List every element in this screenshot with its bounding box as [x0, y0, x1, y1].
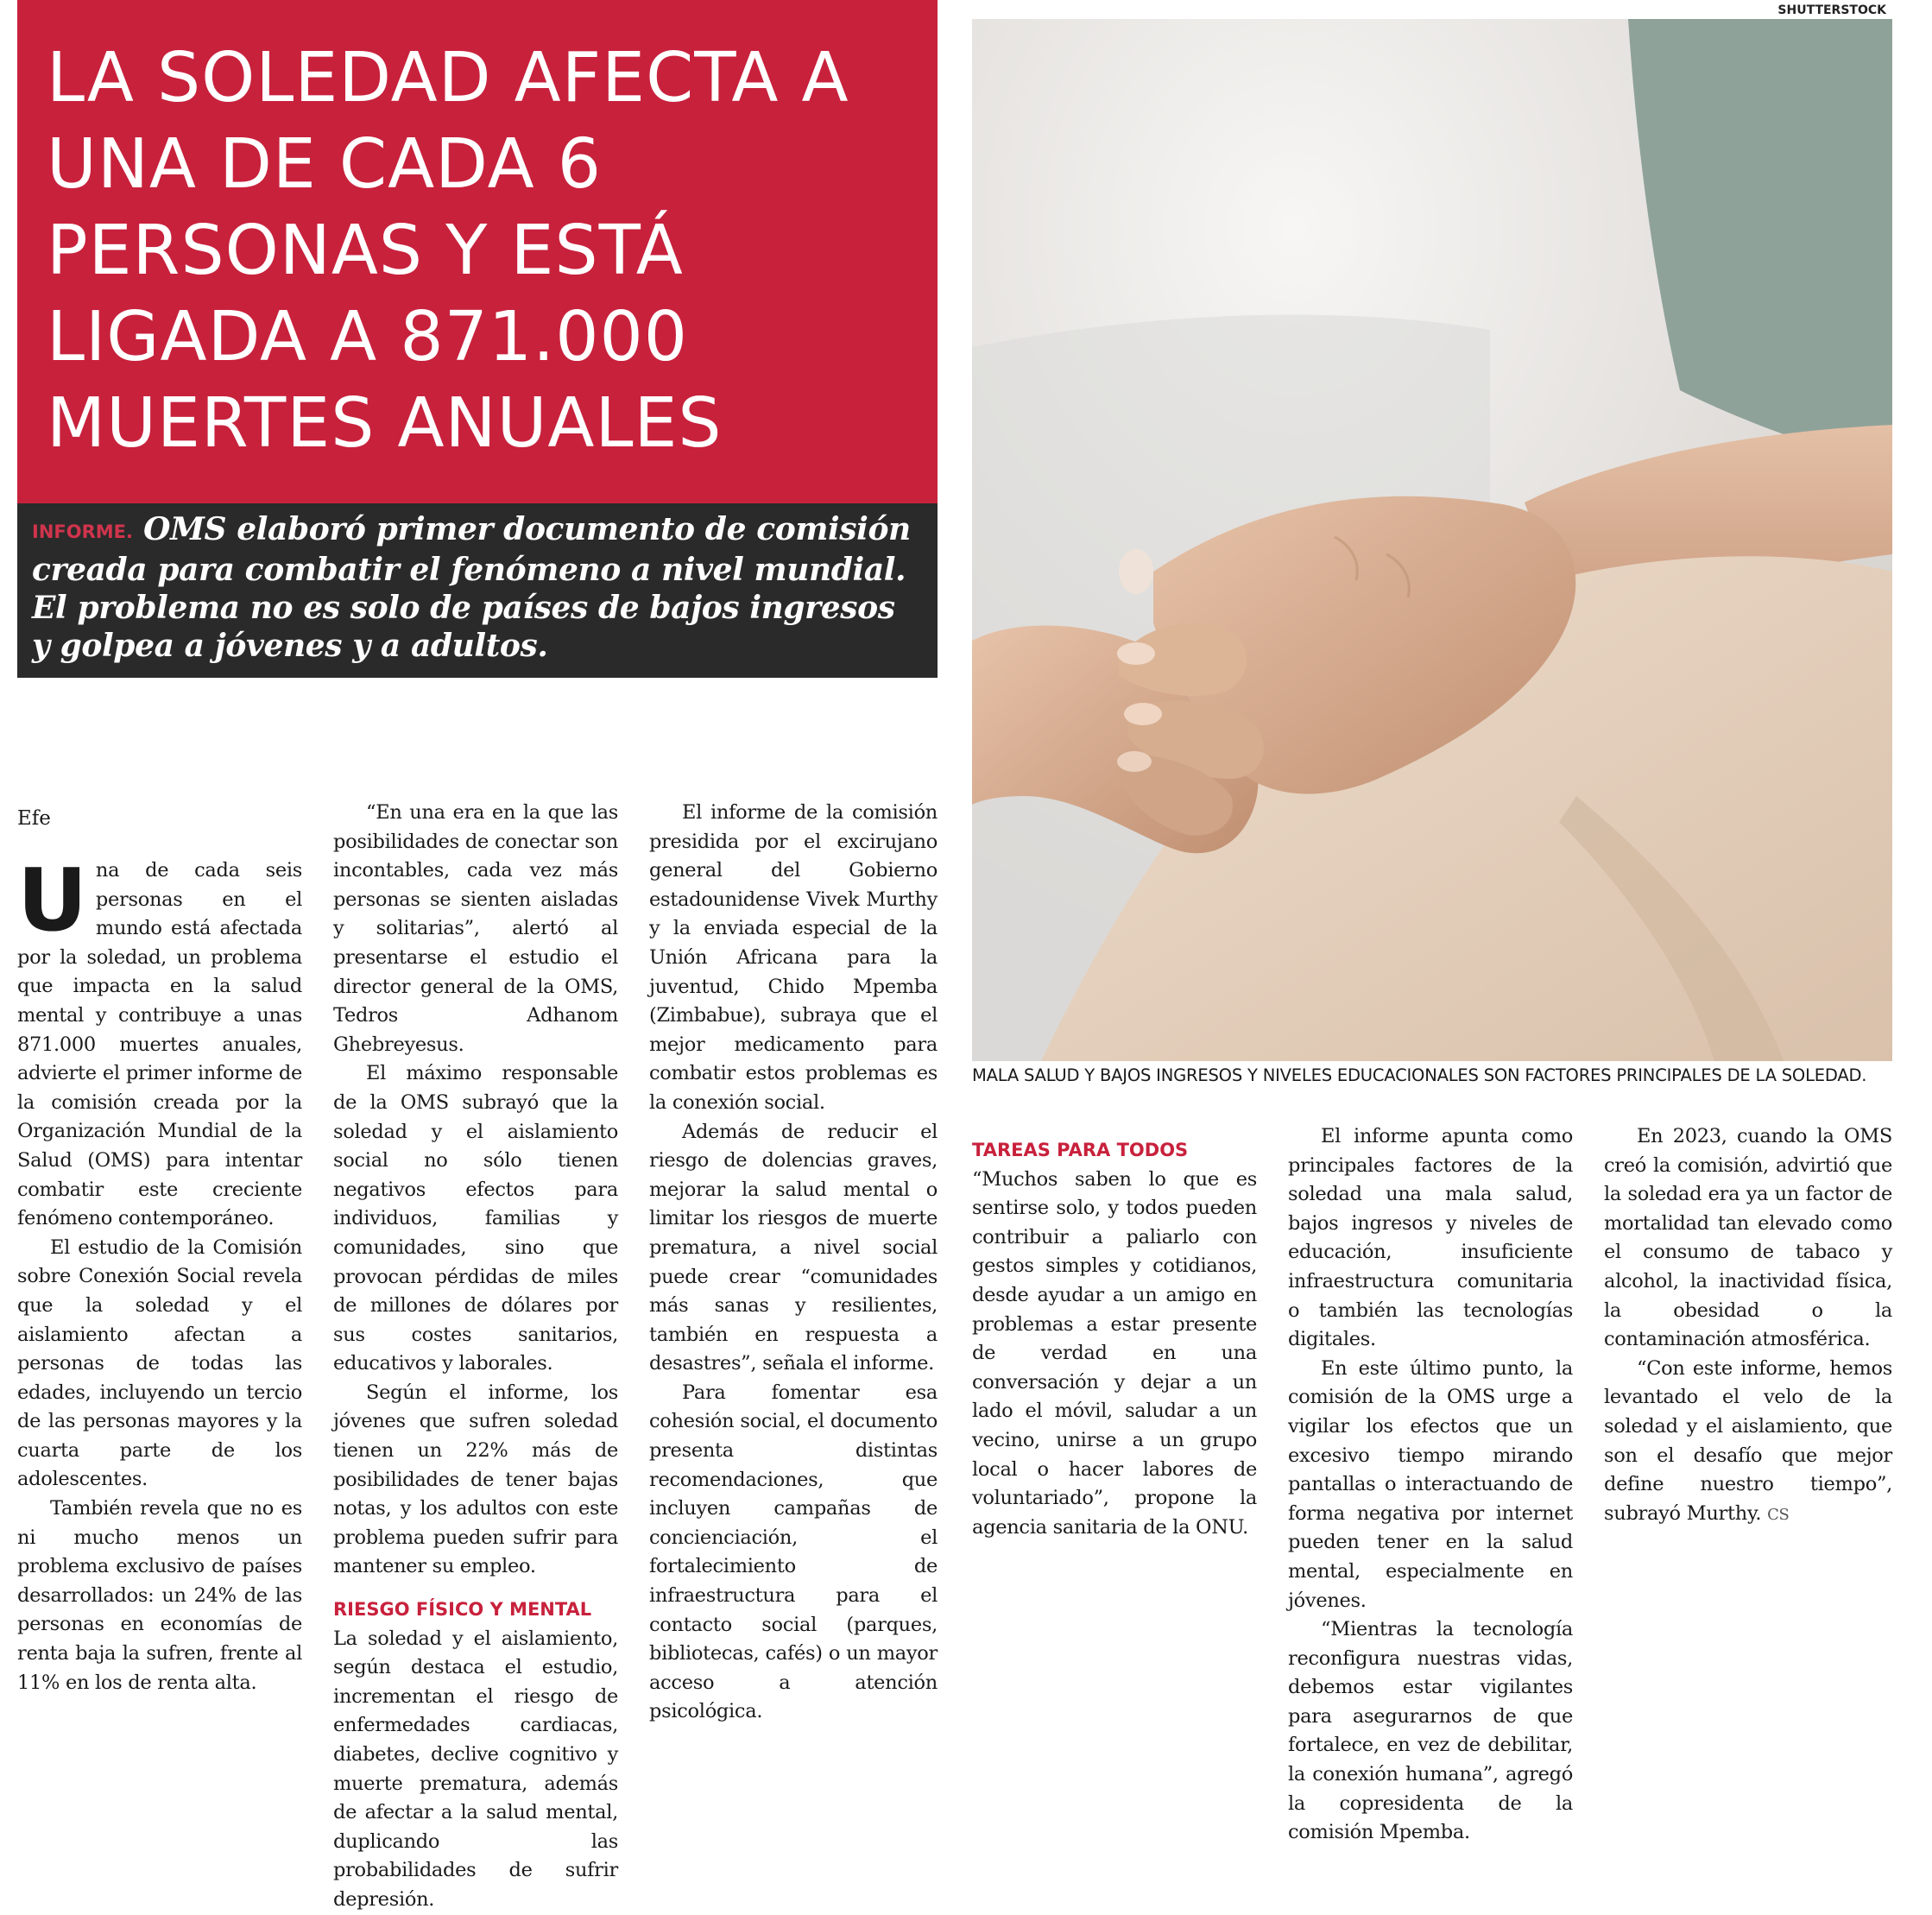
- subhead-tareas: TAREAS PARA TODOS: [972, 1140, 1189, 1160]
- end-mark: CS: [1767, 1505, 1790, 1524]
- photo-credit: SHUTTERSTOCK: [1777, 3, 1886, 17]
- paragraph: El estudio de la Comisión sobre Conexión Social revela que la soledad y el aislamiento afectan a personas de todas las edades, incluyendo un tercio de las personas mayores y la cuarta parte de los adolescentes.: [17, 1236, 302, 1491]
- deck-box: [17, 503, 938, 678]
- paragraph: El máximo responsable de la OMS subrayó que la soledad y el aislamiento social no sólo tienen negativos efectos para individuos, familias y comunidades, sino que provocan pérdidas de miles de millones de dólares por sus costes sanitarios, educativos y laborales.: [333, 1062, 618, 1375]
- paragraph: “En una era en la que las posibilidades de conectar son incontables, cada vez más personas se sienten aisladas y solitarias”, alertó al presentarse el estudio el director general de la OMS, Tedros Adhanom Ghebreyesus.: [333, 801, 618, 1056]
- article-column-5: [1288, 1122, 1573, 1848]
- deck-tag: INFORME.: [32, 521, 133, 542]
- paragraph: En este último punto, la comisión de la OMS urge a vigilar los efectos que un excesivo tiempo mirando pantallas o interactuando de forma negativa por internet pueden tener en la salud mental, especialmente en jóvenes.: [1288, 1356, 1573, 1612]
- photo-caption: MALA SALUD Y BAJOS INGRESOS Y NIVELES EDUCACIONALES SON FACTORES PRINCIPALES DE LA SOLEDAD.: [972, 1065, 1867, 1085]
- headline: LA SOLEDAD AFECTA A UNA DE CADA 6 PERSONAS Y ESTÁ LIGADA A 871.000 MUERTES ANUALES: [47, 38, 849, 463]
- hands-illustration: [972, 19, 1892, 1061]
- deck-text: OMS elaboró primer documento de comisión creada para combatir el fenómeno a nivel mundial. El problema no es solo de países de bajos ingresos y golpea a jóvenes y a adultos.: [32, 511, 911, 664]
- article-photo: [972, 19, 1892, 1061]
- paragraph: [1604, 1355, 1892, 1530]
- paragraph-text: na de cada seis personas en el mundo está afectada por la soledad, un problema que impacta en la salud mental y contribuye a unas 871.000 muertes anuales, advierte el primer informe de la comisión creada por la Organización Mundial de la Salud (OMS) para intentar combatir este creciente fenómeno contemporáneo.: [17, 859, 302, 1230]
- paragraph: “Muchos saben lo que es sentirse solo, y todos pueden contribuir a paliarlo con gestos simples y cotidianos, desde ayudar a un amigo en problemas a estar presente de verdad en una conversación y dejar a un lado el móvil, saludar a un vecino, unirse a un grupo local o hacer labores de voluntariado”, propone la agencia sanitaria de la ONU.: [972, 1167, 1257, 1539]
- paragraph-text: “Con este informe, hemos levantado el velo de la soledad y el aislamiento, que son el desafío que mejor define nuestro tiempo”, subrayó Murthy.: [1604, 1356, 1892, 1525]
- paragraph: En 2023, cuando la OMS creó la comisión, advirtió que la soledad era ya un factor de mortalidad tan elevado como el consumo de tabaco y alcohol, la inactividad física, la obesidad o la contaminación atmosférica.: [1604, 1125, 1892, 1351]
- subhead-riesgo: RIESGO FÍSICO Y MENTAL: [333, 1599, 592, 1621]
- paragraph: Además de reducir el riesgo de dolencias graves, mejorar la salud mental o limitar los riesgos de muerte prematura, a nivel social puede crear “comunidades más sanas y resilientes, también en respuesta a desastres”, señala el informe.: [649, 1120, 938, 1375]
- paragraph: “Mientras la tecnología reconfigura nuestras vidas, debemos estar vigilantes para asegurarnos de que fortalece, en vez de debilitar, la conexión humana”, agregó la copresidenta de la comisión Mpemba.: [1288, 1618, 1573, 1844]
- article-column-3: [649, 799, 938, 1727]
- paragraph: También revela que no es ni mucho menos un problema exclusivo de países desarrollados: un 24% de las personas en economías de renta baja la sufren, frente al 11% en los de renta alta.: [17, 1497, 302, 1694]
- drop-cap: U: [17, 850, 87, 951]
- article-column-4: [972, 1122, 1257, 1542]
- paragraph: [17, 850, 302, 1234]
- paragraph: El informe apunta como principales factores de la soledad una mala salud, bajos ingresos y niveles de educación, insuficiente infraestructura comunitaria o también las tecnologías digitales.: [1288, 1125, 1573, 1351]
- article-column-1: [17, 850, 302, 1697]
- paragraph: La soledad y el aislamiento, según destaca el estudio, incrementan el riesgo de enfermedades cardiacas, diabetes, declive cognitivo y muerte prematura, además de afectar a la salud mental, duplicando las probabilidades de sufrir depresión.: [333, 1627, 618, 1911]
- article-column-6: [1604, 1122, 1892, 1529]
- paragraph: Según el informe, los jóvenes que sufren soledad tienen un 22% más de posibilidades de tener bajas notas, y los adultos con este problema pueden sufrir para mantener su empleo.: [333, 1381, 618, 1578]
- deck: [32, 510, 921, 665]
- article-column-2: [333, 799, 618, 1915]
- byline: Efe: [17, 807, 51, 830]
- paragraph: Para fomentar esa cohesión social, el documento presenta distintas recomendaciones, que incluyen campañas de concienciación, el fortalecimiento de infraestructura para el contacto social (parques, bibliotecas, cafés) o un mayor acceso a atención psicológica.: [649, 1381, 938, 1723]
- headline-box: [17, 0, 938, 503]
- paragraph: El informe de la comisión presidida por el excirujano general del Gobierno estadounidense Vivek Murthy y la enviada especial de la Unión Africana para la juventud, Chido Mpemba (Zimbabue), subraya que el mejor medicamento para combatir estos problemas es la conexión social.: [649, 801, 938, 1114]
